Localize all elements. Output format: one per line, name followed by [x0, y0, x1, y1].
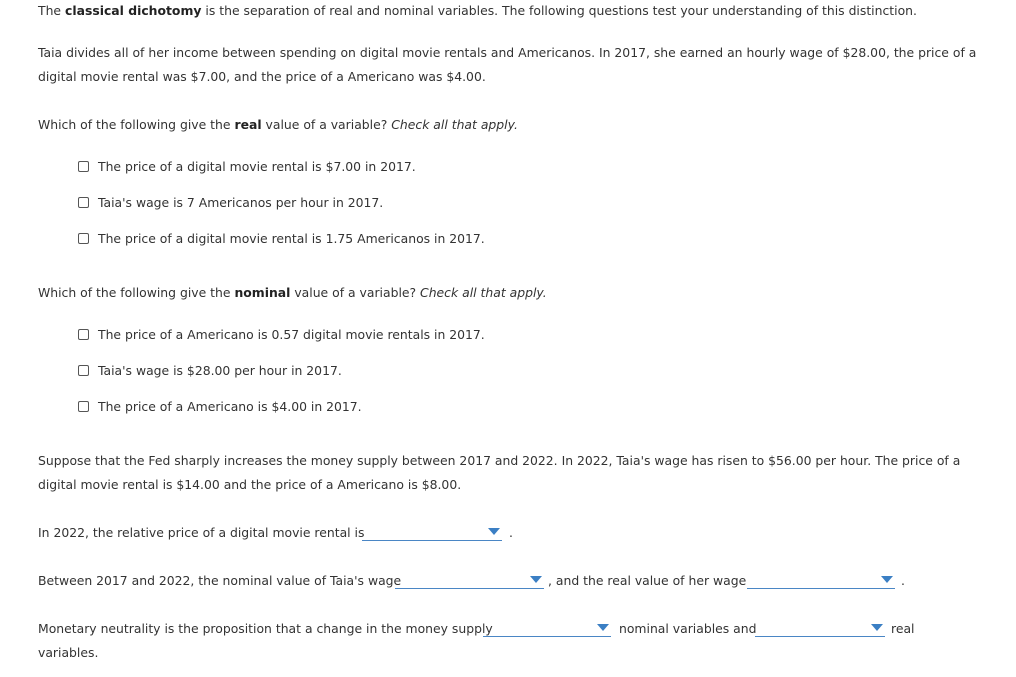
question-nominal: Which of the following give the nominal value of a variable? Check all that apply. — [38, 285, 547, 300]
chevron-down-icon — [597, 624, 609, 631]
intro-text: The classical dichotomy is the separation of real and nominal variables. The following questions test your understanding of this distinction. — [38, 3, 917, 18]
checkbox[interactable] — [78, 197, 89, 208]
fill3-middle: nominal variables and — [619, 621, 757, 636]
q1-option-1[interactable]: The price of a digital movie rental is $7.00 in 2017. — [78, 158, 416, 174]
q1-option-2[interactable]: Taia's wage is 7 Americanos per hour in 2017. — [78, 194, 383, 210]
q2-option-3[interactable]: The price of a Americano is $4.00 in 2017. — [78, 398, 362, 414]
fill3-prefix: Monetary neutrality is the proposition that a change in the money supply — [38, 621, 493, 636]
nominal-wage-dropdown[interactable] — [395, 574, 544, 589]
fill1-suffix: . — [509, 525, 513, 540]
fill3-line-2: variables. — [38, 645, 99, 660]
fill2-middle: , and the real value of her wage — [548, 573, 747, 588]
question-real: Which of the following give the real value of a variable? Check all that apply. — [38, 117, 518, 132]
q2-option-1[interactable]: The price of a Americano is 0.57 digital movie rentals in 2017. — [78, 326, 485, 342]
scenario2-line-1: Suppose that the Fed sharply increases the money supply between 2017 and 2022. In 2022, Taia's wage has risen to $56.00 per hour. The price of a — [38, 453, 961, 468]
neutrality-real-dropdown[interactable] — [755, 622, 885, 637]
chevron-down-icon — [488, 528, 500, 535]
checkbox[interactable] — [78, 329, 89, 340]
q1-option-3[interactable]: The price of a digital movie rental is 1.75 Americanos in 2017. — [78, 230, 485, 246]
checkbox[interactable] — [78, 401, 89, 412]
neutrality-nominal-dropdown[interactable] — [483, 622, 611, 637]
checkbox[interactable] — [78, 161, 89, 172]
q2-option-2[interactable]: Taia's wage is $28.00 per hour in 2017. — [78, 362, 342, 378]
checkbox[interactable] — [78, 233, 89, 244]
relative-price-dropdown[interactable] — [362, 526, 502, 541]
scenario-line-1: Taia divides all of her income between spending on digital movie rentals and Americanos. In 2017, she earned an hourly wage of $28.00, the price of a — [38, 45, 977, 60]
fill2-suffix: . — [901, 573, 905, 588]
fill3-suffix: real — [891, 621, 915, 636]
scenario2-line-2: digital movie rental is $14.00 and the price of a Americano is $8.00. — [38, 477, 462, 492]
checkbox[interactable] — [78, 365, 89, 376]
real-wage-dropdown[interactable] — [747, 574, 895, 589]
chevron-down-icon — [871, 624, 883, 631]
chevron-down-icon — [881, 576, 893, 583]
chevron-down-icon — [530, 576, 542, 583]
fill1-prefix: In 2022, the relative price of a digital movie rental is — [38, 525, 365, 540]
intro-bold-term: classical dichotomy — [65, 3, 202, 18]
fill2-prefix: Between 2017 and 2022, the nominal value of Taia's wage — [38, 573, 402, 588]
scenario-line-2: digital movie rental was $7.00, and the price of a Americano was $4.00. — [38, 69, 486, 84]
